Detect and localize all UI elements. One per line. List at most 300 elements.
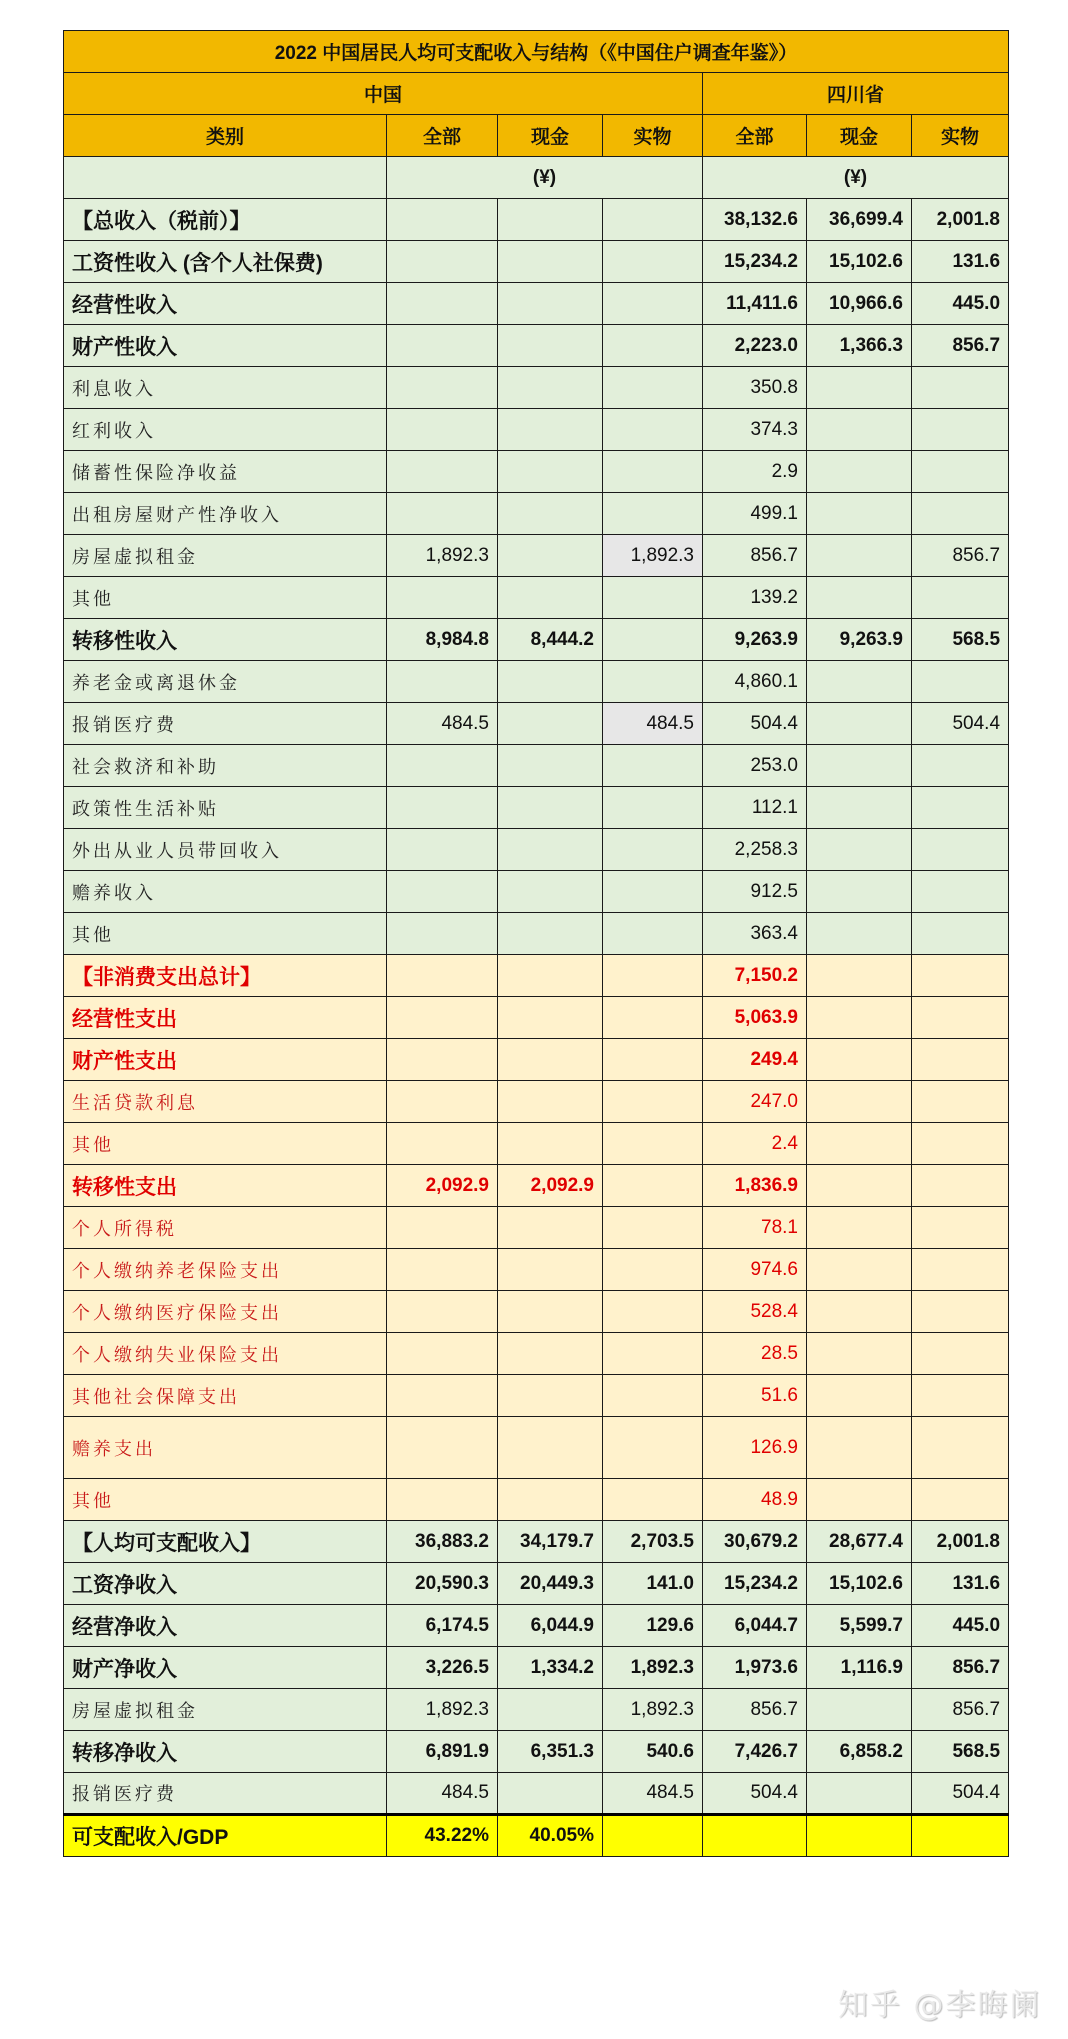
- cell-china-inkind: [603, 241, 703, 283]
- cell-sichuan-inkind: [912, 871, 1009, 913]
- table-row: [64, 913, 1009, 955]
- cell-sichuan-cash: [807, 535, 912, 577]
- row-label: 生活贷款利息: [64, 1081, 387, 1123]
- cell-china-inkind: [603, 451, 703, 493]
- cell-china-total: 484.5: [387, 703, 498, 745]
- cell-china-cash: [498, 577, 603, 619]
- cell-china-total: [387, 1291, 498, 1333]
- table-row: [64, 1291, 1009, 1333]
- cell-sichuan-total: 528.4: [703, 1291, 807, 1333]
- region-sichuan: 四川省: [703, 73, 1009, 115]
- cell-sichuan-inkind: [912, 409, 1009, 451]
- cell-sichuan-cash: [807, 1375, 912, 1417]
- table-row: [64, 535, 1009, 577]
- cell-china-total: [387, 409, 498, 451]
- cell-china-cash: 20,449.3: [498, 1563, 603, 1605]
- cell-china-total: 20,590.3: [387, 1563, 498, 1605]
- cell-sichuan-total: [703, 1815, 807, 1857]
- cell-china-total: 6,174.5: [387, 1605, 498, 1647]
- row-label: 个人缴纳医疗保险支出: [64, 1291, 387, 1333]
- cell-china-cash: [498, 1123, 603, 1165]
- cell-sichuan-inkind: [912, 1333, 1009, 1375]
- cell-sichuan-cash: 28,677.4: [807, 1521, 912, 1563]
- cell-sichuan-total: 51.6: [703, 1375, 807, 1417]
- row-label: 养老金或离退休金: [64, 661, 387, 703]
- row-label: 房屋虚拟租金: [64, 535, 387, 577]
- table-row: [64, 1563, 1009, 1605]
- cell-china-total: [387, 577, 498, 619]
- cell-sichuan-inkind: 856.7: [912, 325, 1009, 367]
- row-label: 可支配收入/GDP: [64, 1815, 387, 1857]
- table-row: [64, 745, 1009, 787]
- cell-china-cash: 6,351.3: [498, 1731, 603, 1773]
- table-row: [64, 1815, 1009, 1857]
- cell-china-inkind: [603, 199, 703, 241]
- cell-sichuan-inkind: [912, 661, 1009, 703]
- cell-china-cash: [498, 1039, 603, 1081]
- cell-china-inkind: [603, 871, 703, 913]
- cell-china-total: [387, 871, 498, 913]
- row-label: 储蓄性保险净收益: [64, 451, 387, 493]
- cell-sichuan-cash: [807, 1249, 912, 1291]
- cell-sichuan-total: 253.0: [703, 745, 807, 787]
- cell-china-total: [387, 997, 498, 1039]
- table-title-row: [64, 31, 1009, 73]
- cell-sichuan-inkind: 856.7: [912, 1689, 1009, 1731]
- cell-sichuan-total: 78.1: [703, 1207, 807, 1249]
- row-label: 个人所得税: [64, 1207, 387, 1249]
- cell-china-total: [387, 493, 498, 535]
- cell-sichuan-inkind: [912, 745, 1009, 787]
- cell-sichuan-inkind: 504.4: [912, 1773, 1009, 1815]
- cell-sichuan-total: 856.7: [703, 1689, 807, 1731]
- row-label: 工资性收入 (含个人社保费): [64, 241, 387, 283]
- cell-china-inkind: [603, 661, 703, 703]
- cell-sichuan-cash: [807, 1165, 912, 1207]
- row-label: 工资净收入: [64, 1563, 387, 1605]
- cell-china-total: 43.22%: [387, 1815, 498, 1857]
- cell-china-cash: 34,179.7: [498, 1521, 603, 1563]
- cell-china-cash: [498, 241, 603, 283]
- cell-sichuan-inkind: 568.5: [912, 619, 1009, 661]
- cell-sichuan-inkind: [912, 1375, 1009, 1417]
- cell-sichuan-total: 2.9: [703, 451, 807, 493]
- table-row: [64, 493, 1009, 535]
- cell-sichuan-total: 504.4: [703, 1773, 807, 1815]
- cell-china-inkind: [603, 1417, 703, 1479]
- table-row: [64, 1479, 1009, 1521]
- row-label: 转移性支出: [64, 1165, 387, 1207]
- table-row: [64, 1647, 1009, 1689]
- cell-china-total: [387, 1333, 498, 1375]
- cell-china-inkind: [603, 325, 703, 367]
- table-row: [64, 1123, 1009, 1165]
- cell-china-cash: [498, 367, 603, 409]
- cell-sichuan-cash: 15,102.6: [807, 241, 912, 283]
- cell-sichuan-cash: 10,966.6: [807, 283, 912, 325]
- cell-china-cash: [498, 871, 603, 913]
- cell-sichuan-cash: [807, 451, 912, 493]
- cell-sichuan-total: 499.1: [703, 493, 807, 535]
- cell-sichuan-inkind: [912, 787, 1009, 829]
- row-label: 转移净收入: [64, 1731, 387, 1773]
- cell-sichuan-cash: 6,858.2: [807, 1731, 912, 1773]
- cell-china-cash: 6,044.9: [498, 1605, 603, 1647]
- cell-china-cash: [498, 955, 603, 997]
- cell-china-cash: [498, 283, 603, 325]
- table-row: [64, 1249, 1009, 1291]
- row-label: 【非消费支出总计】: [64, 955, 387, 997]
- cell-sichuan-inkind: [912, 1123, 1009, 1165]
- cell-china-inkind: [603, 1291, 703, 1333]
- cell-sichuan-inkind: [912, 913, 1009, 955]
- cell-china-total: 2,092.9: [387, 1165, 498, 1207]
- col-category: 类别: [64, 115, 387, 157]
- cell-sichuan-total: 912.5: [703, 871, 807, 913]
- table-row: [64, 997, 1009, 1039]
- cell-china-cash: [498, 829, 603, 871]
- row-label: 房屋虚拟租金: [64, 1689, 387, 1731]
- region-header-row: [64, 73, 1009, 115]
- cell-sichuan-inkind: [912, 577, 1009, 619]
- table-row: [64, 1417, 1009, 1479]
- cell-sichuan-cash: 15,102.6: [807, 1563, 912, 1605]
- cell-sichuan-inkind: 131.6: [912, 1563, 1009, 1605]
- cell-china-inkind: 1,892.3: [603, 1689, 703, 1731]
- unit-row: [64, 157, 1009, 199]
- cell-china-total: 3,226.5: [387, 1647, 498, 1689]
- cell-sichuan-cash: [807, 577, 912, 619]
- cell-sichuan-inkind: 2,001.8: [912, 1521, 1009, 1563]
- row-label: 出租房屋财产性净收入: [64, 493, 387, 535]
- table-row: [64, 871, 1009, 913]
- row-label: 经营性支出: [64, 997, 387, 1039]
- cell-china-cash: [498, 997, 603, 1039]
- cell-china-cash: [498, 745, 603, 787]
- table-row: [64, 1521, 1009, 1563]
- cell-sichuan-inkind: [912, 829, 1009, 871]
- cell-sichuan-cash: 9,263.9: [807, 619, 912, 661]
- cell-china-total: 6,891.9: [387, 1731, 498, 1773]
- cell-sichuan-inkind: [912, 1291, 1009, 1333]
- unit-blank: [64, 157, 387, 199]
- cell-china-total: 1,892.3: [387, 535, 498, 577]
- cell-sichuan-inkind: [912, 1207, 1009, 1249]
- cell-china-inkind: [603, 829, 703, 871]
- cell-sichuan-cash: 1,116.9: [807, 1647, 912, 1689]
- cell-china-cash: [498, 451, 603, 493]
- cell-china-cash: [498, 1207, 603, 1249]
- table-row: [64, 451, 1009, 493]
- cell-sichuan-inkind: [912, 997, 1009, 1039]
- cell-china-inkind: 540.6: [603, 1731, 703, 1773]
- cell-sichuan-cash: [807, 1081, 912, 1123]
- cell-china-cash: [498, 409, 603, 451]
- table-row: [64, 955, 1009, 997]
- cell-china-total: [387, 1249, 498, 1291]
- cell-sichuan-cash: 36,699.4: [807, 199, 912, 241]
- cell-china-inkind: 2,703.5: [603, 1521, 703, 1563]
- cell-sichuan-total: 2,223.0: [703, 325, 807, 367]
- row-label: 经营净收入: [64, 1605, 387, 1647]
- cell-sichuan-total: 363.4: [703, 913, 807, 955]
- cell-china-inkind: 129.6: [603, 1605, 703, 1647]
- cell-sichuan-cash: [807, 1333, 912, 1375]
- row-label: 报销医疗费: [64, 703, 387, 745]
- cell-china-cash: [498, 703, 603, 745]
- cell-china-inkind: [603, 745, 703, 787]
- watermark: 知乎 @李晦阑: [838, 1988, 1042, 2023]
- row-label: 其他: [64, 1479, 387, 1521]
- cell-sichuan-inkind: [912, 1815, 1009, 1857]
- cell-china-total: [387, 955, 498, 997]
- cell-sichuan-cash: [807, 409, 912, 451]
- cell-sichuan-cash: [807, 703, 912, 745]
- table-row: [64, 1605, 1009, 1647]
- table-body: [64, 199, 1009, 1857]
- cell-sichuan-inkind: 445.0: [912, 283, 1009, 325]
- cell-china-inkind: [603, 283, 703, 325]
- cell-china-inkind: 1,892.3: [603, 1647, 703, 1689]
- row-label: 【总收入（税前）】: [64, 199, 387, 241]
- cell-china-total: [387, 1417, 498, 1479]
- table-row: [64, 703, 1009, 745]
- cell-china-total: [387, 325, 498, 367]
- cell-china-cash: [498, 1689, 603, 1731]
- cell-china-cash: 40.05%: [498, 1815, 603, 1857]
- cell-sichuan-total: 139.2: [703, 577, 807, 619]
- cell-sichuan-cash: [807, 661, 912, 703]
- cell-china-inkind: [603, 1375, 703, 1417]
- cell-china-total: 8,984.8: [387, 619, 498, 661]
- table-row: [64, 325, 1009, 367]
- cell-sichuan-cash: [807, 1123, 912, 1165]
- col-china-total: 全部: [387, 115, 498, 157]
- cell-china-inkind: [603, 1081, 703, 1123]
- row-label: 赡养支出: [64, 1417, 387, 1479]
- cell-china-cash: [498, 1417, 603, 1479]
- row-label: 报销医疗费: [64, 1773, 387, 1815]
- cell-china-total: [387, 1123, 498, 1165]
- cell-sichuan-total: 1,973.6: [703, 1647, 807, 1689]
- row-label: 其他: [64, 577, 387, 619]
- cell-china-inkind: [603, 577, 703, 619]
- cell-china-total: 36,883.2: [387, 1521, 498, 1563]
- table-row: [64, 1165, 1009, 1207]
- cell-china-total: 1,892.3: [387, 1689, 498, 1731]
- cell-sichuan-total: 247.0: [703, 1081, 807, 1123]
- cell-sichuan-total: 7,426.7: [703, 1731, 807, 1773]
- cell-sichuan-cash: [807, 1417, 912, 1479]
- cell-sichuan-inkind: 2,001.8: [912, 199, 1009, 241]
- cell-sichuan-cash: [807, 955, 912, 997]
- cell-sichuan-cash: [807, 1815, 912, 1857]
- cell-sichuan-total: 126.9: [703, 1417, 807, 1479]
- cell-china-cash: [498, 493, 603, 535]
- cell-sichuan-total: 9,263.9: [703, 619, 807, 661]
- cell-sichuan-cash: [807, 745, 912, 787]
- cell-sichuan-inkind: [912, 493, 1009, 535]
- table-row: [64, 1039, 1009, 1081]
- cell-sichuan-inkind: [912, 1081, 1009, 1123]
- cell-china-inkind: [603, 1333, 703, 1375]
- cell-sichuan-cash: [807, 367, 912, 409]
- cell-sichuan-inkind: 856.7: [912, 535, 1009, 577]
- table-title: 2022 中国居民人均可支配收入与结构（《中国住户调查年鉴》）: [64, 31, 1009, 73]
- cell-china-total: [387, 367, 498, 409]
- table-row: [64, 367, 1009, 409]
- table-row: [64, 1689, 1009, 1731]
- cell-sichuan-total: 48.9: [703, 1479, 807, 1521]
- table-row: [64, 661, 1009, 703]
- row-label: 个人缴纳失业保险支出: [64, 1333, 387, 1375]
- cell-china-total: [387, 451, 498, 493]
- row-label: 其他: [64, 1123, 387, 1165]
- col-china-inkind: 实物: [603, 115, 703, 157]
- cell-sichuan-total: 7,150.2: [703, 955, 807, 997]
- table-row: [64, 283, 1009, 325]
- table-row: [64, 1333, 1009, 1375]
- cell-sichuan-cash: [807, 1207, 912, 1249]
- cell-sichuan-total: 1,836.9: [703, 1165, 807, 1207]
- cell-sichuan-inkind: [912, 367, 1009, 409]
- cell-china-total: [387, 1479, 498, 1521]
- cell-china-inkind: 484.5: [603, 703, 703, 745]
- cell-sichuan-inkind: [912, 451, 1009, 493]
- cell-sichuan-total: 38,132.6: [703, 199, 807, 241]
- unit-sichuan: (¥): [703, 157, 1009, 199]
- cell-china-cash: [498, 1773, 603, 1815]
- cell-china-inkind: 484.5: [603, 1773, 703, 1815]
- cell-sichuan-cash: 5,599.7: [807, 1605, 912, 1647]
- table-row: [64, 829, 1009, 871]
- col-sichuan-inkind: 实物: [912, 115, 1009, 157]
- table-row: [64, 787, 1009, 829]
- table-row: [64, 1731, 1009, 1773]
- cell-sichuan-cash: [807, 1689, 912, 1731]
- cell-sichuan-total: 504.4: [703, 703, 807, 745]
- cell-china-inkind: [603, 1207, 703, 1249]
- cell-china-inkind: [603, 409, 703, 451]
- cell-china-total: [387, 241, 498, 283]
- cell-sichuan-total: 350.8: [703, 367, 807, 409]
- cell-sichuan-total: 249.4: [703, 1039, 807, 1081]
- row-label: 【人均可支配收入】: [64, 1521, 387, 1563]
- row-label: 利息收入: [64, 367, 387, 409]
- cell-china-cash: 2,092.9: [498, 1165, 603, 1207]
- cell-china-cash: [498, 661, 603, 703]
- cell-china-total: [387, 199, 498, 241]
- cell-china-inkind: [603, 955, 703, 997]
- col-china-cash: 现金: [498, 115, 603, 157]
- cell-china-inkind: 1,892.3: [603, 535, 703, 577]
- cell-sichuan-total: 11,411.6: [703, 283, 807, 325]
- cell-china-inkind: 141.0: [603, 1563, 703, 1605]
- column-header-row: [64, 115, 1009, 157]
- cell-china-total: [387, 1039, 498, 1081]
- cell-sichuan-total: 2.4: [703, 1123, 807, 1165]
- row-label: 财产性支出: [64, 1039, 387, 1081]
- cell-sichuan-total: 2,258.3: [703, 829, 807, 871]
- cell-china-inkind: [603, 1249, 703, 1291]
- cell-sichuan-total: 15,234.2: [703, 241, 807, 283]
- cell-sichuan-inkind: 504.4: [912, 703, 1009, 745]
- cell-china-total: [387, 1207, 498, 1249]
- cell-china-cash: [498, 1375, 603, 1417]
- cell-sichuan-total: 28.5: [703, 1333, 807, 1375]
- cell-china-inkind: [603, 1123, 703, 1165]
- region-china: 中国: [64, 73, 703, 115]
- cell-sichuan-cash: [807, 1773, 912, 1815]
- cell-sichuan-total: 6,044.7: [703, 1605, 807, 1647]
- cell-china-cash: [498, 535, 603, 577]
- row-label: 外出从业人员带回收入: [64, 829, 387, 871]
- cell-china-cash: [498, 1249, 603, 1291]
- cell-china-total: [387, 1375, 498, 1417]
- cell-sichuan-total: 15,234.2: [703, 1563, 807, 1605]
- row-label: 财产性收入: [64, 325, 387, 367]
- cell-sichuan-inkind: 568.5: [912, 1731, 1009, 1773]
- cell-sichuan-cash: [807, 913, 912, 955]
- cell-china-total: [387, 283, 498, 325]
- col-sichuan-total: 全部: [703, 115, 807, 157]
- row-label: 其他社会保障支出: [64, 1375, 387, 1417]
- cell-sichuan-total: 5,063.9: [703, 997, 807, 1039]
- cell-sichuan-inkind: [912, 1039, 1009, 1081]
- cell-sichuan-cash: [807, 1039, 912, 1081]
- cell-china-cash: [498, 913, 603, 955]
- cell-china-cash: 8,444.2: [498, 619, 603, 661]
- row-label: 赡养收入: [64, 871, 387, 913]
- cell-sichuan-cash: [807, 871, 912, 913]
- cell-china-total: [387, 913, 498, 955]
- cell-sichuan-cash: [807, 997, 912, 1039]
- cell-sichuan-total: 856.7: [703, 535, 807, 577]
- cell-sichuan-cash: [807, 493, 912, 535]
- cell-sichuan-total: 112.1: [703, 787, 807, 829]
- row-label: 转移性收入: [64, 619, 387, 661]
- cell-china-inkind: [603, 787, 703, 829]
- table-row: [64, 241, 1009, 283]
- cell-china-inkind: [603, 1815, 703, 1857]
- cell-sichuan-cash: [807, 829, 912, 871]
- row-label: 政策性生活补贴: [64, 787, 387, 829]
- row-label: 个人缴纳养老保险支出: [64, 1249, 387, 1291]
- cell-sichuan-total: 4,860.1: [703, 661, 807, 703]
- table-row: [64, 1081, 1009, 1123]
- cell-sichuan-cash: [807, 1291, 912, 1333]
- table-row: [64, 1773, 1009, 1815]
- cell-china-total: [387, 1081, 498, 1123]
- cell-sichuan-cash: [807, 787, 912, 829]
- cell-china-inkind: [603, 1165, 703, 1207]
- cell-china-inkind: [603, 913, 703, 955]
- cell-sichuan-inkind: [912, 1479, 1009, 1521]
- cell-sichuan-total: 974.6: [703, 1249, 807, 1291]
- cell-sichuan-inkind: [912, 1249, 1009, 1291]
- cell-sichuan-cash: [807, 1479, 912, 1521]
- cell-sichuan-inkind: 445.0: [912, 1605, 1009, 1647]
- cell-sichuan-inkind: 856.7: [912, 1647, 1009, 1689]
- row-label: 经营性收入: [64, 283, 387, 325]
- cell-sichuan-inkind: 131.6: [912, 241, 1009, 283]
- table-row: [64, 577, 1009, 619]
- row-label: 社会救济和补助: [64, 745, 387, 787]
- cell-china-cash: [498, 1291, 603, 1333]
- cell-sichuan-cash: 1,366.3: [807, 325, 912, 367]
- cell-china-total: [387, 661, 498, 703]
- row-label: 其他: [64, 913, 387, 955]
